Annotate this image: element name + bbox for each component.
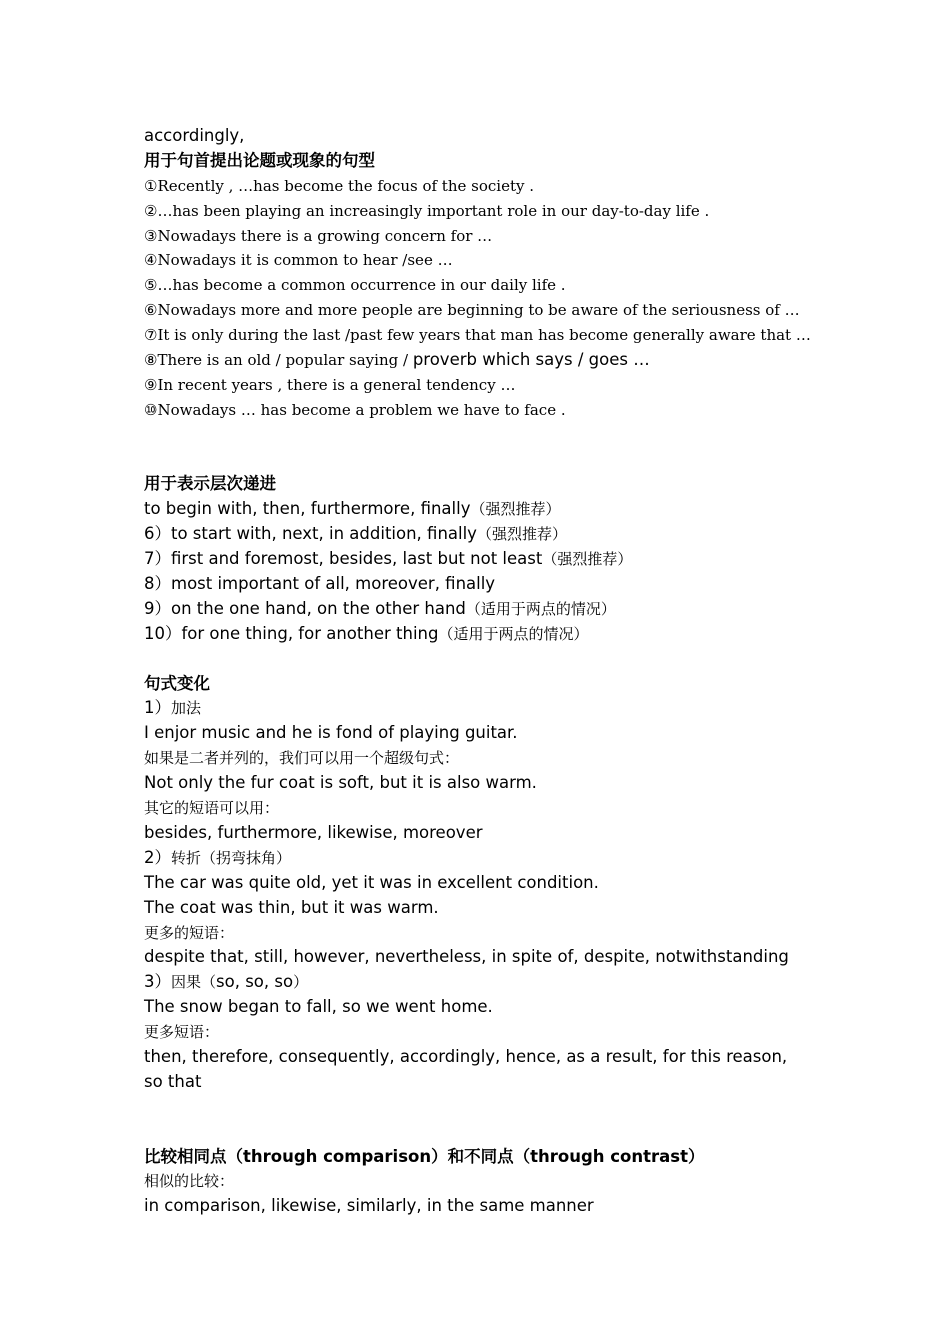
example-sentence: The coat was thin, but it was warm.: [144, 897, 439, 917]
text-line: 如果是二者并列的，我们可以用一个超级句式：: [144, 749, 460, 768]
list-item: 9）on the one hand, on the other hand（适用于两点的情况）: [144, 598, 616, 618]
phrase-list: in comparison, likewise, similarly, in the same manner: [144, 1196, 594, 1216]
subsection-label: 2）转折（拐弯抹角）: [144, 847, 292, 867]
example-sentence: The snow began to fall, so we went home.: [144, 997, 493, 1017]
list-item: 10）for one thing, for another thing（适用于两点的情况）: [144, 623, 589, 643]
section-heading-variation: 句式变化: [144, 673, 210, 693]
text-line: 更多短语：: [144, 1023, 220, 1042]
phrase-list-continued: so that: [144, 1071, 202, 1091]
list-item: to begin with, then, furthermore, finally（强烈推荐）: [144, 499, 561, 519]
text-line: 其它的短语可以用：: [144, 799, 280, 818]
list-item: ④Nowadays it is common to hear /see …: [144, 251, 453, 270]
list-item: ③Nowadays there is a growing concern for …: [144, 226, 493, 245]
list-item: ②…has been playing an increasingly important role in our day-to-day life .: [144, 201, 710, 220]
list-item: 6）to start with, next, in addition, finally（强烈推荐）: [144, 524, 567, 544]
subsection-label: 3）因果（so, so, so）: [144, 972, 309, 992]
subsection-label: 1）加法: [144, 698, 202, 718]
list-item: ⑨In recent years , there is a general tendency …: [144, 375, 516, 394]
text-line: 相似的比较：: [144, 1172, 235, 1191]
section-heading-comparison: 比较相同点（through comparison）和不同点（through contrast）: [144, 1146, 705, 1166]
list-item: 7）first and foremost, besides, last but not least（强烈推荐）: [144, 549, 633, 569]
list-item: ⑩Nowadays … has become a problem we have to face .: [144, 400, 566, 419]
list-item: ⑤…has become a common occurrence in our daily life .: [144, 276, 566, 295]
list-item: 8）most important of all, moreover, finally: [144, 574, 496, 594]
example-sentence: Not only the fur coat is soft, but it is also warm.: [144, 773, 537, 793]
section-heading-topic-sentences: 用于句首提出论题或现象的句型: [144, 150, 375, 170]
list-item: ⑧There is an old / popular saying / proverb which says / goes …: [144, 350, 650, 370]
example-sentence: The car was quite old, yet it was in excellent condition.: [144, 872, 599, 892]
text-line: 更多的短语：: [144, 923, 235, 942]
phrase-list: besides, furthermore, likewise, moreover: [144, 822, 483, 842]
section-heading-progression: 用于表示层次递进: [144, 474, 276, 494]
phrase-list: then, therefore, consequently, accordingly, hence, as a result, for this reason,: [144, 1046, 788, 1066]
list-item: ①Recently , …has become the focus of the society .: [144, 176, 534, 195]
list-item: ⑥Nowadays more and more people are beginning to be aware of the seriousness of …: [144, 301, 800, 320]
text-line: accordingly,: [144, 126, 245, 145]
list-item: ⑦It is only during the last /past few years that man has become generally aware that …: [144, 326, 811, 345]
example-sentence: I enjor music and he is fond of playing guitar.: [144, 723, 518, 743]
document-page: [144, 124, 844, 1219]
phrase-list: despite that, still, however, nevertheless, in spite of, despite, notwithstanding: [144, 947, 789, 967]
